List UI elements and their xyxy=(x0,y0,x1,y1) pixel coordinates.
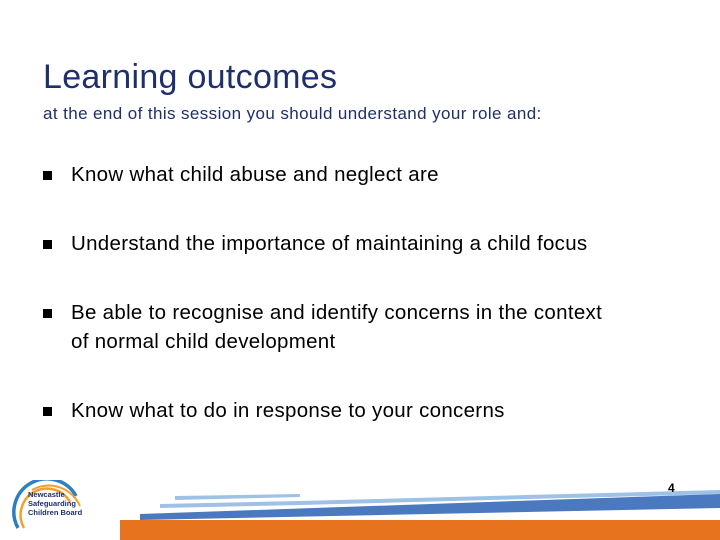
square-bullet-icon xyxy=(43,407,52,416)
bullet-text: Understand the importance of maintaining a child focus xyxy=(71,232,588,255)
bullet-text: Know what to do in response to your concerns xyxy=(71,399,505,422)
bullet-text: Know what child abuse and neglect are xyxy=(71,163,439,186)
bullet-text-continuation: of normal child development xyxy=(71,330,336,353)
bullet-text: Be able to recognise and identify concerns in the context xyxy=(71,301,603,324)
bullet-item xyxy=(40,160,690,189)
square-bullet-icon xyxy=(43,171,52,180)
slide-subtitle: at the end of this session you should understand your role and: xyxy=(43,104,542,123)
logo-text: Newcastle Safeguarding Children Board xyxy=(28,490,83,517)
slide-title: Learning outcomes xyxy=(43,58,338,96)
page-number: 4 xyxy=(668,481,675,495)
square-bullet-icon xyxy=(43,309,52,318)
footer-stripe-orange xyxy=(120,520,720,540)
square-bullet-icon xyxy=(43,240,52,249)
bullet-item xyxy=(40,298,690,356)
footer-swoosh xyxy=(0,470,720,540)
footer-stripe-light-blue xyxy=(175,494,300,500)
bullet-item xyxy=(40,229,690,258)
bullet-item xyxy=(40,396,690,425)
